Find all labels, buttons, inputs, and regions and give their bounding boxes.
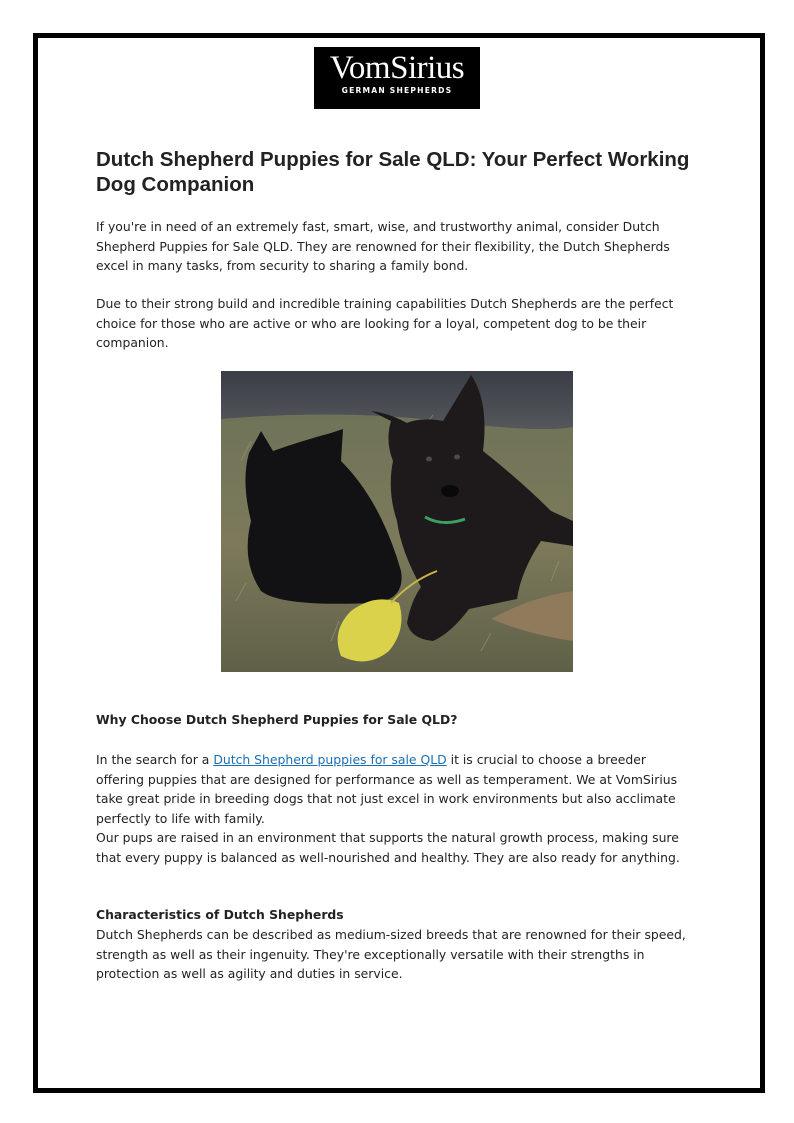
page-title: Dutch Shepherd Puppies for Sale QLD: Your Perfect Working Dog Companion	[96, 148, 690, 196]
puppy-nose	[441, 485, 459, 497]
why-paragraph-1-start: In the search for a	[96, 752, 214, 767]
why-paragraph-2: Our pups are raised in an environment that supports the natural growth process, making sure that every puppy is balanced as well-nourished and healthy. They are also ready for anything.	[96, 830, 680, 865]
why-paragraph-1-end: it is crucial to choose a breeder offering puppies that are designed for performance as well as temperament. We at VomSirius take great pride in breeding dogs that not just excel in work environments but also acclimate perfectly to life with family.	[96, 752, 678, 826]
logo-tagline: GERMAN SHEPHERDS	[341, 86, 453, 95]
characteristics-paragraph: Dutch Shepherds can be described as medium-sized breeds that are renowned for their speed, strength as well as their ingenuity. They're exceptionally versatile with their strengths in protection as well as agility and duties in service.	[96, 927, 686, 981]
characteristics-heading: Characteristics of Dutch Shepherds	[96, 907, 344, 922]
why-choose-heading: Why Choose Dutch Shepherd Puppies for Sale QLD?	[96, 712, 458, 727]
why-paragraph-1	[96, 750, 696, 828]
logo-wordmark: VomSirius	[329, 50, 465, 86]
puppy-eye-right	[454, 455, 460, 460]
intro-paragraph-1: If you're in need of an extremely fast, smart, wise, and trustworthy animal, consider Dutch Shepherd Puppies for Sale QLD. They are renowned for their flexibility, the Dutch Shepherds excel in many tasks, from security to sharing a family bond.	[96, 219, 670, 273]
puppies-photo	[221, 371, 573, 672]
puppy-eye-left	[426, 457, 432, 462]
intro-paragraph-2: Due to their strong build and incredible training capabilities Dutch Shepherds are the perfect choice for those who are active or who are looking for a loyal, competent dog to be their companion.	[96, 296, 674, 350]
brand-logo[interactable]	[314, 47, 480, 109]
dutch-shepherd-puppies-link[interactable]: Dutch Shepherd puppies for sale QLD	[213, 752, 447, 767]
